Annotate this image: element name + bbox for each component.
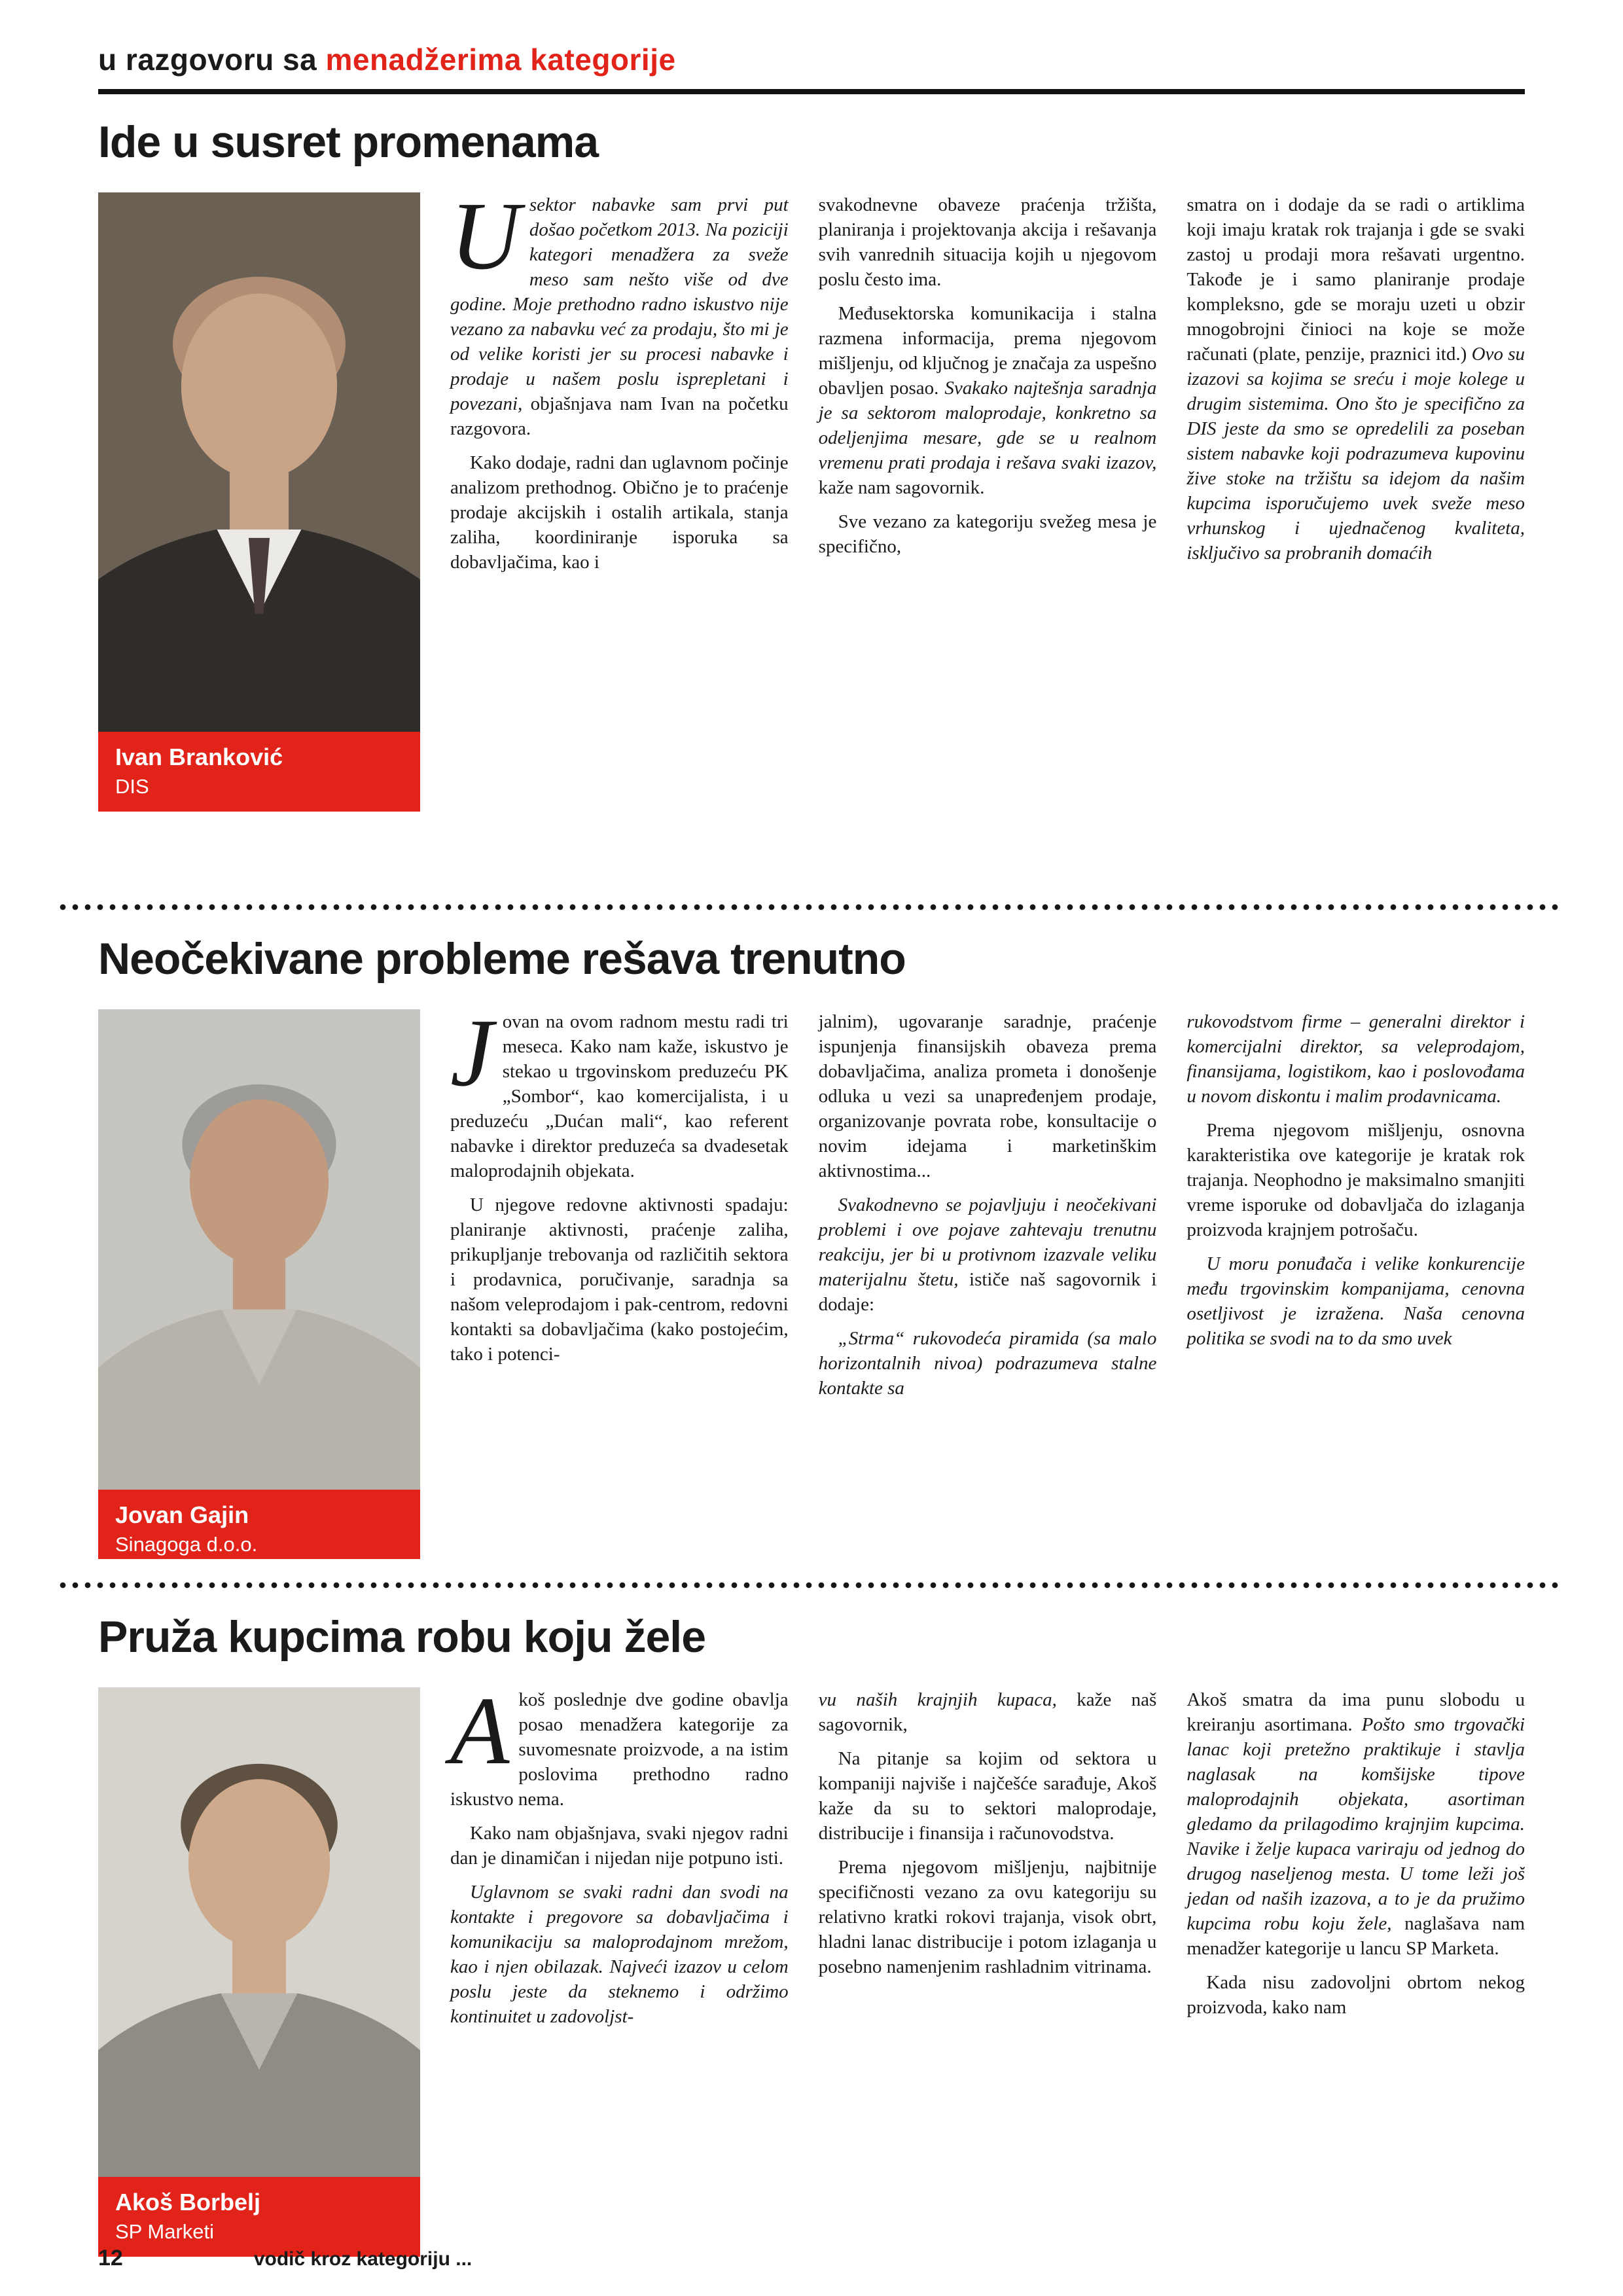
person-photo	[98, 1687, 420, 2177]
drop-cap: A	[450, 1687, 510, 1785]
dotted-divider	[59, 903, 1564, 911]
article-headline: Neočekivane probleme rešava trenutno	[98, 934, 906, 984]
paragraph: smatra on i dodaje da se radi o artiklima koji imaju kratak rok trajanja i gde se svaki zastoj u prodaji mora rešavati urgentno. Takođe je i samo planiranje prodaje kompleksno, gde se moraju uzeti u obzir mnogobrojni činioci na koje se može računati (plate, penzije, praznici itd.) Ovo su izazovi sa kojima se sreću i moje kolege u drugim sistemima. Ono što je specifično za DIS jeste da smo se opredelili za poseban sistem nabavke koji podrazumeva kupovinu žive stoke na tržištu sa idejom da našim kupcima isporučujemo uvek sveže meso vrhunskog i ujednačenog kvaliteta, isključivo sa probranih domaćih	[1186, 194, 1525, 564]
person-photo	[98, 192, 420, 732]
paragraph: Kako nam objašnjava, svaki njegov radni dan je dinamičan i nijedan nije potpuno isti.	[450, 1823, 789, 1869]
text-column-3	[1186, 1687, 1525, 2262]
paragraph: rukovodstvom firme – generalni direktor i komercijalni direktor, sa veleprodajom, finansijama, logistikom, kao i poslovođama u novom diskontu i malim prodavnicama.	[1186, 1011, 1525, 1107]
person-name: Jovan Gajin	[115, 1501, 249, 1528]
person-company: SP Marketi	[115, 2220, 215, 2244]
article-section-2	[98, 933, 1525, 1559]
person-photo	[98, 1009, 420, 1490]
header-rule	[98, 89, 1525, 94]
paragraph: Na pitanje sa kojim od sektora u kompaniji najviše i najčešće sarađuje, Akoš kaže da su to sektori maloprodaje, distribucije i finansija i računovodstva.	[818, 1748, 1157, 1844]
text-column-2	[819, 1687, 1157, 2262]
section-body	[98, 1009, 1525, 1559]
photo-caption	[98, 1490, 420, 1559]
text-columns	[450, 1687, 1525, 2262]
text-column-3	[1186, 192, 1525, 881]
paragraph: Kako dodaje, radni dan uglavnom počinje analizom prethodnog. Obično je to praćenje prodaje akcijskih i ostalih artikala, stanja zaliha, koordiniranje isporuka sa dobavljačima, kao i	[450, 452, 789, 573]
paragraph: svakodnevne obaveze praćenja tržišta, planiranja i projektovanja akcija i rešavanja svih vanrednih situacija kojih u njegovom poslu često ima.	[818, 194, 1157, 290]
text-column-3	[1186, 1009, 1525, 1559]
section-body	[98, 1687, 1525, 2262]
paragraph: Kada nisu zadovoljni obrtom nekog proizvoda, kako nam	[1186, 1972, 1525, 2018]
page-kicker	[98, 42, 1525, 77]
article-headline: Pruža kupcima robu koju žele	[98, 1612, 706, 1662]
paragraph: Prema njegovom mišljenju, najbitnije specifičnosti vezano za ovu kategoriju su relativno kratki rokovi trajanja, visok obrt, hladni lanac distribucije i potom izlaganja u posebno namenjenim rashladnim vitrinama.	[818, 1857, 1157, 1977]
person-company: Sinagoga d.o.o.	[115, 1533, 258, 1556]
paragraph: Usektor nabavke sam prvi put došao početkom 2013. Na poziciji kategori menadžera za sveže meso sam nešto više od dve godine. Moje prethodno radno iskustvo nije vezano za nabavku već za prodaju, što mi je od velike koristi jer su procesi nabavke i prodaje u našem poslu isprepletani i povezani, objašnjava nam Ivan na početku razgovora.	[450, 192, 789, 439]
paragraph: Uglavnom se svaki radni dan svodi na kontakte i pregovore sa dobavljačima i komunikaciju sa maloprodajnom mrežom, kao i njen obilazak. Najveći izazov u celom poslu jeste da steknemo i održimo kontinuitet u zadovoljst-	[450, 1882, 789, 2027]
paragraph: Prema njegovom mišljenju, osnovna karakteristika ove kategorije je kratak rok trajanja. Neophodno je maksimalno smanjiti vreme isporuke od dobavljača do izlaganja proizvoda krajnjem potrošaču.	[1186, 1120, 1525, 1240]
page-footer	[98, 2246, 472, 2271]
text-columns	[450, 1009, 1525, 1559]
paragraph: Svakodnevno se pojavljuju i neočekivani problemi i ove pojave zahtevaju trenutnu reakciju, jer bi u protivnom izazvale veliku materijalnu štetu, ističe naš sagovornik i dodaje:	[818, 1194, 1157, 1315]
page-number: 12	[98, 2246, 123, 2270]
text-column-2	[819, 192, 1157, 881]
photo-caption	[98, 732, 420, 812]
footer-text: vodič kroz kategoriju ...	[253, 2248, 473, 2270]
paragraph: Jovan na ovom radnom mestu radi tri meseca. Kako nam kaže, iskustvo je stekao u trgovinskom preduzeću PK „Sombor“, kao komercijalista, i u preduzeću „Dućan mali“, kao referent nabavke i direktor preduzeća sa dvadesetak maloprodajnih objekata.	[450, 1009, 789, 1181]
text-column-1	[450, 1009, 789, 1559]
article-headline: Ide u susret promenama	[98, 117, 599, 167]
drop-cap: U	[450, 192, 520, 290]
person-silhouette-icon	[98, 1687, 420, 2177]
text-column-2	[819, 1009, 1157, 1559]
kicker-prefix: u razgovoru sa	[98, 43, 326, 77]
paragraph: U moru ponuđača i velike konkurencije među trgovinskim kompanijama, cenovna osetljivost je izražena. Naša cenovna politika se svodi na to da smo uvek	[1186, 1253, 1525, 1349]
person-name: Akoš Borbelj	[115, 2189, 261, 2215]
person-company: DIS	[115, 775, 149, 798]
paragraph: Sve vezano za kategoriju svežeg mesa je specifično,	[818, 511, 1157, 557]
paragraph: Akoš smatra da ima punu slobodu u kreiranju asortimana. Pošto smo trgovački lanac koji pretežno praktikuje i stavlja naglasak na komšijske tipove maloprodajnih objekata, asortiman gledamo da prilagodimo krajnjim kupcima. Navike i želje kupaca variraju od jednog do drugog naseljenog mesta. U tome leži još jedan od naših izazova, a to je da pružimo kupcima robu koju žele, naglašava nam menadžer kategorije u lancu SP Marketa.	[1186, 1689, 1525, 1959]
paragraph: Akoš poslednje dve godine obavlja posao menadžera kategorije za suvomesnate proizvode, a na istim poslovima prethodno radno iskustvo nema.	[450, 1687, 789, 1810]
paragraph: „Strma“ rukovodeća piramida (sa malo horizontalnih nivoa) podrazumeva stalne kontakte sa	[818, 1328, 1157, 1399]
section-body	[98, 192, 1525, 881]
article-section-1	[98, 117, 1525, 881]
article-section-3	[98, 1611, 1525, 2262]
drop-cap: J	[450, 1009, 493, 1107]
person-silhouette-icon	[98, 192, 420, 732]
paragraph: U njegove redovne aktivnosti spadaju: planiranje aktivnosti, praćenje zaliha, prikupljanje trebovanja od različitih sektora i prodavnica, poručivanje, saradnja sa našom veleprodajom i pak-centrom, redovni kontakti sa dobavljačima (kako postojećim, tako i potenci-	[450, 1194, 789, 1365]
text-columns	[450, 192, 1525, 881]
person-figure	[98, 1009, 420, 1559]
person-silhouette-icon	[98, 1009, 420, 1490]
person-figure	[98, 1687, 420, 2262]
person-figure	[98, 192, 420, 881]
paragraph: Međusektorska komunikacija i stalna razmena informacija, prema njegovom mišljenju, od ključnog je značaja za uspešno obavljen posao. Svakako najtešnja saradnja je sa sektorom maloprodaje, konkretno sa odeljenjima mesare, gde se u realnom vremenu prati prodaja i rešava svaki izazov, kaže nam sagovornik.	[818, 303, 1157, 498]
text-column-1	[450, 192, 789, 881]
person-name: Ivan Branković	[115, 744, 283, 770]
paragraph: vu naših krajnjih kupaca, kaže naš sagovornik,	[818, 1689, 1157, 1735]
kicker-highlight: menadžerima kategorije	[325, 43, 676, 77]
text-column-1	[450, 1687, 789, 2262]
paragraph: jalnim), ugovaranje saradnje, praćenje ispunjenja finansijskih obaveza prema dobavljačima, analiza prometa i donošenje odluka u vezi sa unapređenjem prodaje, organizovanje povrata robe, konsultacije o novim idejama i marketinškim aktivnostima...	[818, 1011, 1157, 1181]
dotted-divider	[59, 1581, 1564, 1589]
